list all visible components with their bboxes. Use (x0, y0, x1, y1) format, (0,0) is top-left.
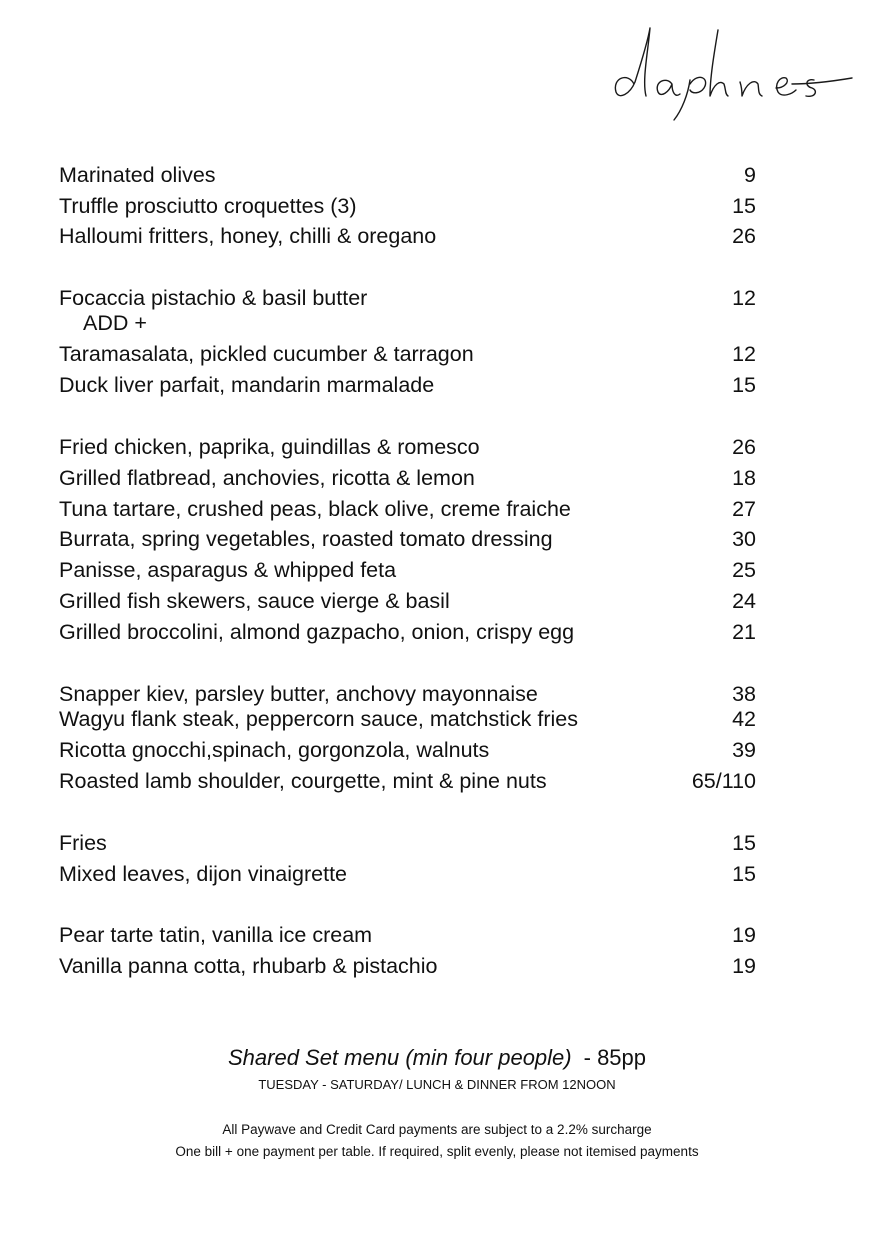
menu-item (59, 704, 756, 734)
set-menu-line (0, 1043, 874, 1073)
menu-item-price: 19 (732, 954, 756, 978)
menu-item (59, 735, 756, 765)
menu-item-price: 15 (732, 373, 756, 397)
menu-item-price: 24 (732, 589, 756, 613)
surcharge-notice: All Paywave and Credit Card payments are subject to a 2.2% surcharge (222, 1122, 652, 1137)
menu-item-price: 15 (732, 194, 756, 218)
menu-item-price: 19 (732, 923, 756, 947)
menu-item-name: Truffle prosciutto croquettes (3) (59, 194, 357, 218)
menu-item (59, 828, 756, 858)
menu-item-name: Fries (59, 831, 107, 855)
opening-hours: TUESDAY - SATURDAY/ LUNCH & DINNER FROM 12NOON (258, 1077, 616, 1092)
menu-item-name: Grilled broccolini, almond gazpacho, onion, crispy egg (59, 620, 575, 644)
menu-item-price: 15 (732, 862, 756, 886)
menu-item-price: 30 (732, 527, 756, 551)
menu-item-name: Pear tarte tatin, vanilla ice cream (59, 923, 373, 947)
menu-item (59, 586, 756, 616)
menu-item (59, 524, 756, 554)
menu-item-price: 42 (732, 707, 756, 731)
menu-item-name: Panisse, asparagus & whipped feta (59, 558, 397, 582)
menu-item-name: Wagyu flank steak, peppercorn sauce, matchstick fries (59, 707, 579, 731)
menu-item-name: Fried chicken, paprika, guindillas & romesco (59, 435, 480, 459)
menu-item-price: 15 (732, 831, 756, 855)
menu-item-price: 65/110 (691, 769, 756, 793)
menu-item-price: 18 (732, 466, 756, 490)
menu-item-name: Duck liver parfait, mandarin marmalade (59, 373, 435, 397)
menu-item (59, 920, 756, 950)
menu-item-name: Halloumi fritters, honey, chilli & oregano (59, 224, 437, 248)
menu-item-name: Burrata, spring vegetables, roasted tomato dressing (59, 527, 553, 551)
set-menu-price: - 85pp (583, 1045, 647, 1070)
menu-item (59, 283, 756, 335)
menu-item (59, 463, 756, 493)
menu-item (59, 370, 756, 400)
menu-item-price: 38 (732, 682, 756, 706)
daphnes-logo (606, 22, 856, 126)
menu-item-name: Grilled fish skewers, sauce vierge & basil (59, 589, 450, 613)
menu-item (59, 617, 756, 647)
menu-item-name: Focaccia pistachio & basil butter (59, 286, 368, 310)
menu-item-name: Roasted lamb shoulder, courgette, mint & pine nuts (59, 769, 547, 793)
menu-item-price: 12 (732, 342, 756, 366)
menu-item-price: 9 (744, 163, 756, 187)
menu-item (59, 432, 756, 462)
menu-item-price: 26 (732, 224, 756, 248)
menu-item-price: 12 (732, 286, 756, 310)
menu-item (59, 494, 756, 524)
menu-item-name: Ricotta gnocchi,spinach, gorgonzola, walnuts (59, 738, 490, 762)
menu-item-price: 27 (732, 497, 756, 521)
menu-item (59, 766, 756, 796)
billing-notice: One bill + one payment per table. If required, split evenly, please not itemised payments (175, 1144, 699, 1159)
menu-item-price: 25 (732, 558, 756, 582)
menu-item (59, 339, 756, 369)
set-menu-title: Shared Set menu (min four people) (227, 1045, 572, 1070)
menu-item-name: Marinated olives (59, 163, 216, 187)
menu-item-name: Tuna tartare, crushed peas, black olive, creme fraiche (59, 497, 571, 521)
menu-item-price: 26 (732, 435, 756, 459)
menu-item-name: Mixed leaves, dijon vinaigrette (59, 862, 348, 886)
menu-item-name: Taramasalata, pickled cucumber & tarragon (59, 342, 474, 366)
menu-item-price: 21 (732, 620, 756, 644)
menu-item (59, 221, 756, 251)
menu-item (59, 191, 756, 221)
menu-item-name: Vanilla panna cotta, rhubarb & pistachio (59, 954, 438, 978)
menu-item (59, 160, 756, 190)
menu-item (59, 555, 756, 585)
menu-item (59, 859, 756, 889)
menu-item-name: Grilled flatbread, anchovies, ricotta & lemon (59, 466, 475, 490)
menu-item-name: Snapper kiev, parsley butter, anchovy mayonnaise (59, 682, 538, 706)
menu-item-note: ADD + (83, 311, 147, 335)
menu-item (59, 951, 756, 981)
menu-item-price: 39 (732, 738, 756, 762)
